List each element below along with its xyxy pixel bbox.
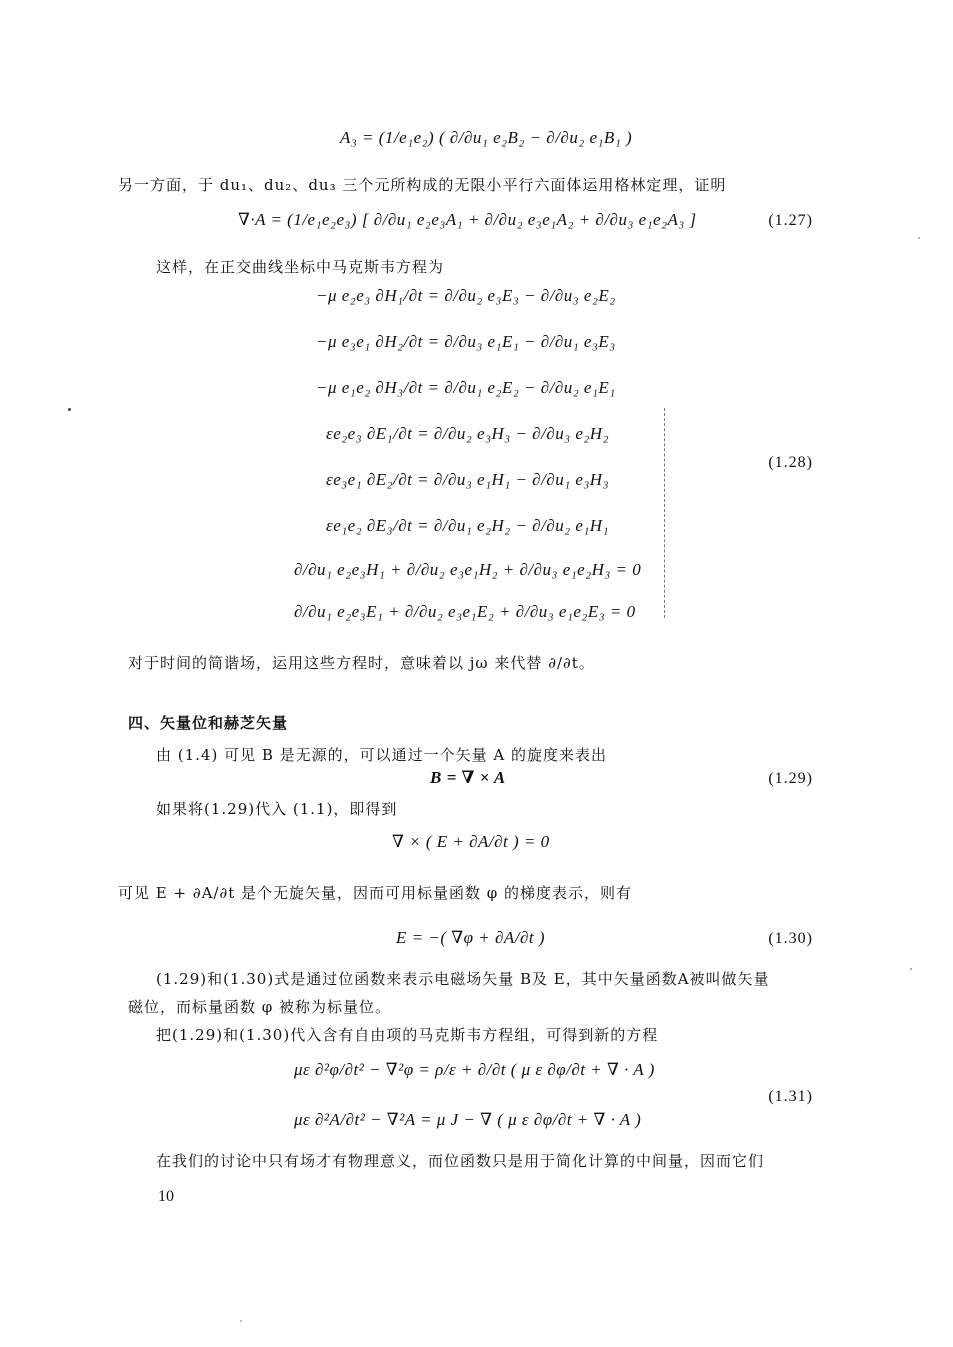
equation-1-29: B = ∇ × A bbox=[430, 768, 506, 787]
paragraph-irrotational: 可见 E + ∂A/∂t 是个无旋矢量，因而可用标量函数 φ 的梯度表示，则有 bbox=[118, 884, 633, 902]
paragraph-potentials-line-2: 磁位，而标量函数 φ 被称为标量位。 bbox=[128, 998, 392, 1016]
equation-1-28-row: ∂/∂u₁ e₂e₃H₁ + ∂/∂u₂ e₃e₁H₂ + ∂/∂u₃ e₁e₂H₃ = 0 bbox=[294, 560, 642, 579]
scan-speck bbox=[918, 237, 920, 239]
equation-a3: A₃ = (1/e₁e₂) ( ∂/∂u₁ e₂B₂ − ∂/∂u₂ e₁B₁ ) bbox=[340, 128, 633, 147]
equation-1-28-row: −μ e₁e₂ ∂H₃/∂t = ∂/∂u₁ e₂E₂ − ∂/∂u₂ e₁E₁ bbox=[316, 378, 616, 397]
page-number: 10 bbox=[158, 1188, 174, 1205]
paragraph-green-theorem: 另一方面，于 du₁、du₂、du₃ 三个元所构成的无限小平行六面体运用格林定理，证明 bbox=[118, 176, 727, 194]
equation-1-28-row: εe₃e₁ ∂E₂/∂t = ∂/∂u₃ e₁H₁ − ∂/∂u₁ e₃H₃ bbox=[326, 470, 609, 489]
scan-speck bbox=[910, 968, 912, 970]
paragraph-potentials-line-1: (1.29)和(1.30)式是通过位函数来表示电磁场矢量 B及 E，其中矢量函数A被叫做矢量 bbox=[156, 970, 770, 988]
equation-1-28-row: −μ e₃e₁ ∂H₂/∂t = ∂/∂u₃ e₁E₁ − ∂/∂u₁ e₃E₃ bbox=[316, 332, 616, 351]
section-heading: 四、矢量位和赫芝矢量 bbox=[128, 714, 289, 732]
equation-curl-free: ∇ × ( E + ∂A/∂t ) = 0 bbox=[392, 832, 550, 851]
scan-speck bbox=[68, 408, 71, 411]
paragraph-harmonic-field: 对于时间的简谐场，运用这些方程时，意味着以 jω 来代替 ∂/∂t。 bbox=[128, 654, 595, 672]
equation-1-31-a: με ∂²φ/∂t² − ∇²φ = ρ/ε + ∂/∂t ( μ ε ∂φ/∂t + ∇ · A ) bbox=[294, 1060, 655, 1079]
paragraph-vector-potential: 由 (1.4) 可见 B 是无源的，可以通过一个矢量 A 的旋度来表出 bbox=[156, 746, 608, 764]
equation-number-1-27: (1.27) bbox=[768, 212, 813, 229]
equation-1-30: E = −( ∇φ + ∂A/∂t ) bbox=[396, 928, 546, 947]
paragraph-physical-meaning: 在我们的讨论中只有场才有物理意义，而位函数只是用于简化计算的中间量，因而它们 bbox=[156, 1152, 765, 1170]
scan-speck bbox=[240, 1320, 242, 1322]
equation-1-28-row: ∂/∂u₁ e₂e₃E₁ + ∂/∂u₂ e₃e₁E₂ + ∂/∂u₃ e₁e₂E₃ = 0 bbox=[294, 602, 636, 621]
paragraph-new-equations: 把(1.29)和(1.30)代入含有自由项的马克斯韦方程组，可得到新的方程 bbox=[156, 1026, 659, 1044]
equation-number-1-29: (1.29) bbox=[768, 770, 813, 787]
paragraph-substitute: 如果将(1.29)代入 (1.1)，即得到 bbox=[156, 800, 398, 818]
equation-1-31-b: με ∂²A/∂t² − ∇²A = μ J − ∇ ( μ ε ∂φ/∂t + ∇ · A ) bbox=[294, 1110, 642, 1129]
paragraph-maxwell-intro: 这样，在正交曲线坐标中马克斯韦方程为 bbox=[156, 258, 445, 276]
equation-number-1-31: (1.31) bbox=[768, 1088, 813, 1105]
equation-number-1-28: (1.28) bbox=[768, 454, 813, 471]
equation-1-28-row: −μ e₂e₃ ∂H₁/∂t = ∂/∂u₂ e₃E₃ − ∂/∂u₃ e₂E₂ bbox=[316, 286, 616, 305]
equation-1-28-row: εe₂e₃ ∂E₁/∂t = ∂/∂u₂ e₃H₃ − ∂/∂u₃ e₂H₂ bbox=[326, 424, 609, 443]
equation-group-brace bbox=[664, 408, 665, 618]
equation-number-1-30: (1.30) bbox=[768, 930, 813, 947]
equation-1-27: ∇·A = (1/e₁e₂e₃) [ ∂/∂u₁ e₂e₃A₁ + ∂/∂u₂ e₃e₁A₂ + ∂/∂u₃ e₁e₂A₃ ] bbox=[238, 210, 697, 229]
equation-1-28-row: εe₁e₂ ∂E₃/∂t = ∂/∂u₁ e₂H₂ − ∂/∂u₂ e₁H₁ bbox=[326, 516, 609, 535]
